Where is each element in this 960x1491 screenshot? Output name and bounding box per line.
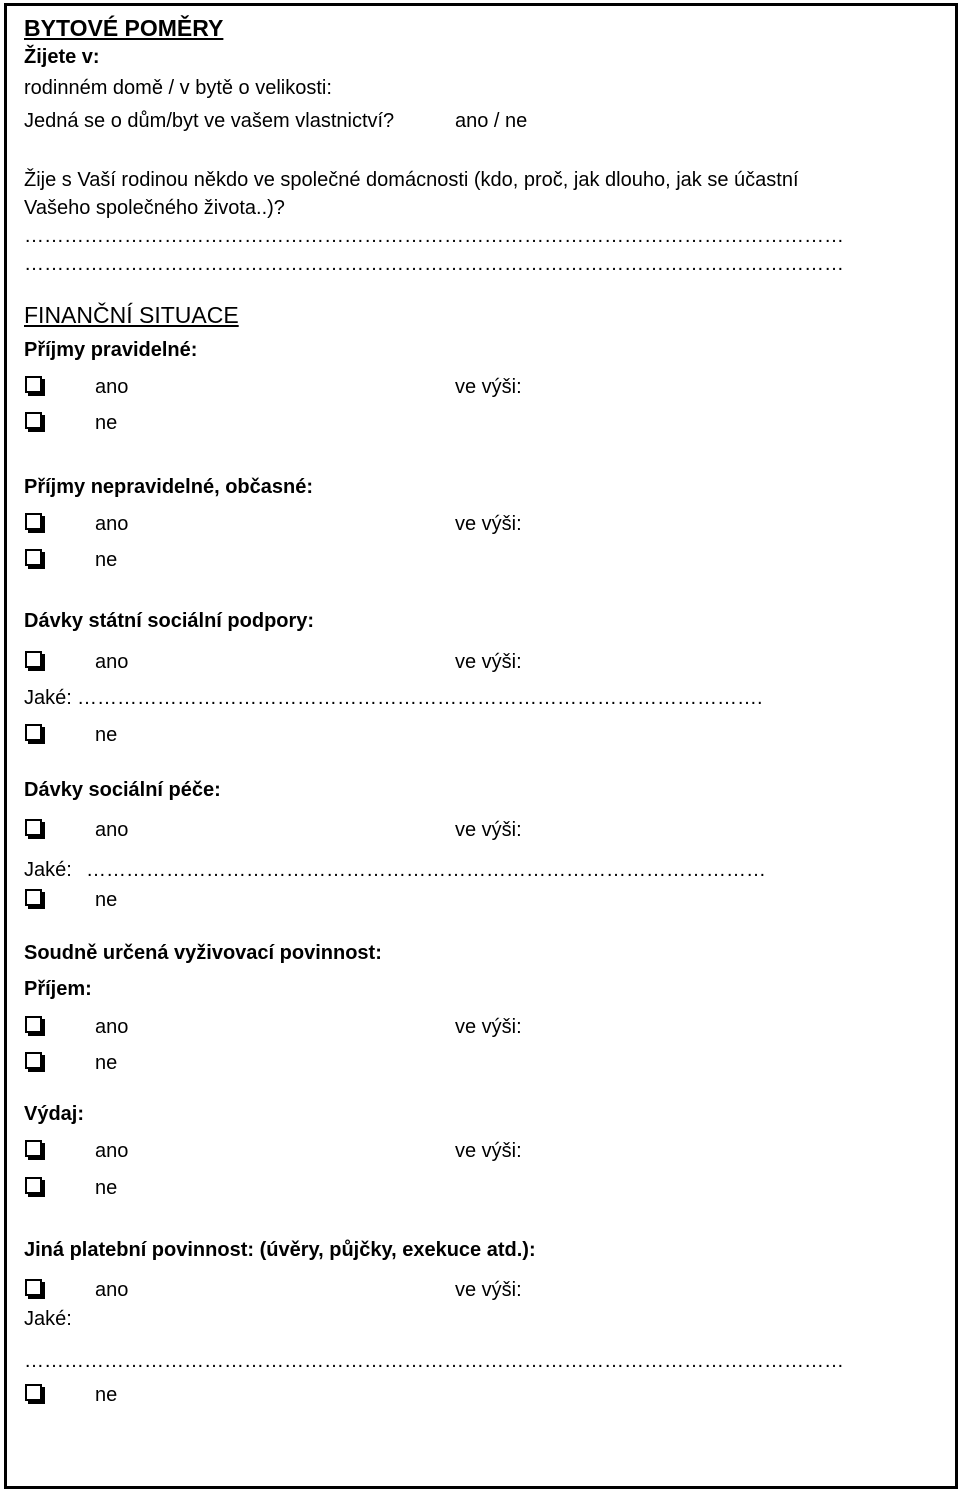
option-yes-label: ano [95,1140,129,1162]
expense-label: Výdaj: [24,1103,85,1125]
option-yes-label: ano [95,513,129,535]
checkbox-other-obligations-yes[interactable] [25,1279,42,1296]
option-yes-label: ano [95,376,129,398]
social-care-label: Dávky sociální péče: [24,779,221,801]
other-obligations-label: Jiná platební povinnost: (úvěry, půjčky, exekuce atd.): [24,1239,536,1261]
option-yes-label: ano [95,1279,129,1301]
checkbox-state-benefits-no[interactable] [25,724,42,741]
checkbox-state-benefits-yes[interactable] [25,651,42,668]
which-fill-dots[interactable]: …………………………………………………………………………………………. [77,687,763,709]
answer-dots-line[interactable]: …………………………………………………………………………………………………………… [24,253,844,275]
ownership-question: Jedná se o dům/byt ve vašem vlastnictví? [24,110,395,132]
checkbox-maintenance-income-yes[interactable] [25,1016,42,1033]
checkbox-irregular-income-no[interactable] [25,549,42,566]
checkbox-maintenance-expense-no[interactable] [25,1177,42,1194]
option-no-label: ne [95,889,118,911]
irregular-income-label: Příjmy nepravidelné, občasné: [24,476,313,498]
house-or-flat-label: rodinném domě / v bytě o velikosti: [24,77,332,99]
which-label: Jaké: [24,687,72,709]
checkbox-irregular-income-yes[interactable] [25,513,42,530]
amount-label: ve výši: [455,1279,522,1301]
checkbox-maintenance-income-no[interactable] [25,1052,42,1069]
option-yes-label: ano [95,819,129,841]
answer-dots-line[interactable]: …………………………………………………………………………………………………………… [24,225,844,247]
ownership-answer[interactable]: ano / ne [455,110,528,132]
option-yes-label: ano [95,651,129,673]
amount-label: ve výši: [455,1140,522,1162]
checkbox-maintenance-expense-yes[interactable] [25,1140,42,1157]
checkbox-regular-income-yes[interactable] [25,376,42,393]
amount-label: ve výši: [455,376,522,398]
option-no-label: ne [95,1052,118,1074]
answer-dots-line[interactable]: …………………………………………………………………………………………………………… [24,1350,844,1372]
option-no-label: ne [95,412,118,434]
which-fill-dots[interactable]: ………………………………………………………………………………………… [86,859,766,881]
cohabitant-question-line1: Žije s Vaší rodinou někdo ve společné domácnosti (kdo, proč, jak dlouho, jak se účastní [24,169,799,191]
checkbox-regular-income-no[interactable] [25,412,42,429]
checkbox-social-care-no[interactable] [25,889,42,906]
cohabitant-question-line2: Vašeho společného života..)? [24,197,285,219]
finance-heading: FINANČNÍ SITUACE [24,302,239,328]
housing-heading: BYTOVÉ POMĚRY [24,15,224,41]
option-no-label: ne [95,1177,118,1199]
amount-label: ve výši: [455,513,522,535]
checkbox-other-obligations-no[interactable] [25,1384,42,1401]
amount-label: ve výši: [455,819,522,841]
state-benefits-label: Dávky státní sociální podpory: [24,610,315,632]
amount-label: ve výši: [455,651,522,673]
which-label: Jaké: [24,1308,72,1330]
option-no-label: ne [95,549,118,571]
option-no-label: ne [95,1384,118,1406]
option-yes-label: ano [95,1016,129,1038]
option-no-label: ne [95,724,118,746]
living-in-label: Žijete v: [24,46,100,68]
which-label: Jaké: [24,859,72,881]
maintenance-obligation-label: Soudně určená vyživovací povinnost: [24,942,382,964]
regular-income-label: Příjmy pravidelné: [24,339,198,361]
checkbox-social-care-yes[interactable] [25,819,42,836]
income-label: Příjem: [24,978,92,1000]
amount-label: ve výši: [455,1016,522,1038]
